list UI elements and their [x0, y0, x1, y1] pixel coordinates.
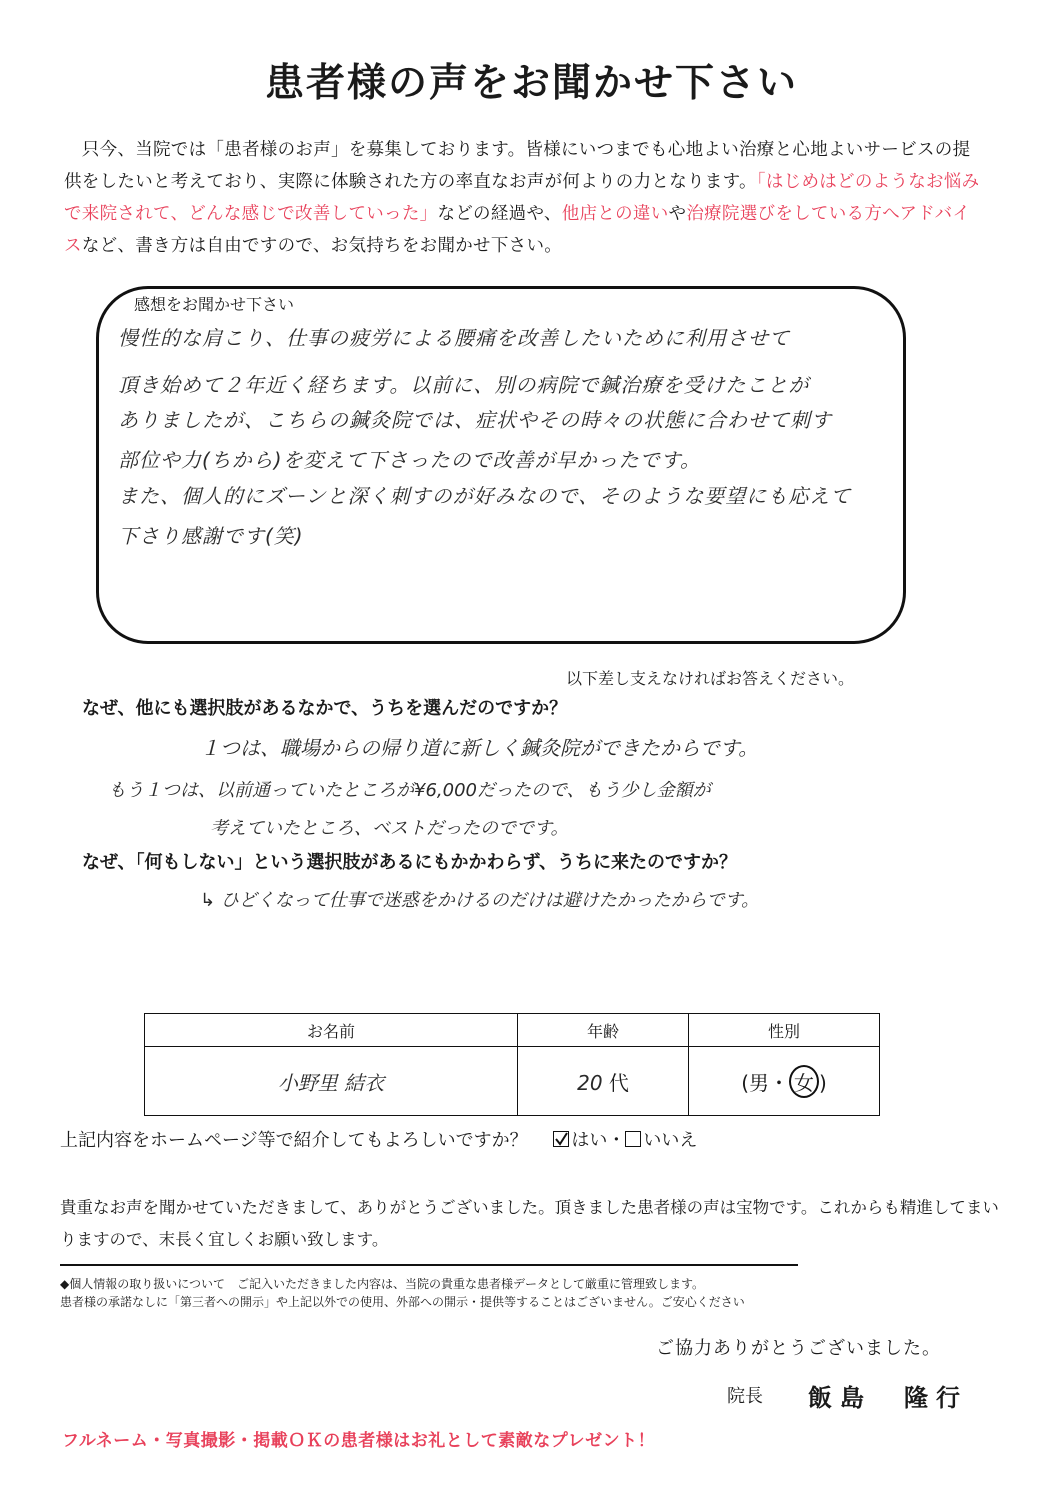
- name-value[interactable]: [145, 1047, 518, 1116]
- consent-no-label: いいえ: [643, 1130, 698, 1151]
- question-2: なぜ、「何もしない」という選択肢があるにもかかわらず、うちに来たのですか？: [82, 852, 738, 873]
- comment-line: 頂き始めて２年近く経ちます。以前に、別の病院で鍼治療を受けたことが: [118, 373, 810, 397]
- consent-separator: ・: [607, 1130, 626, 1151]
- question-1-answer-line: １つは、職場からの帰り道に新しく鍼灸院ができたからです。: [200, 736, 759, 760]
- page-title: 患者様の声をお聞かせ下さい: [264, 61, 798, 106]
- intro-text-1: 只今、当院では「患者様のお声」を募集しております。皆様にいつまでも心地よい治療と心地よいサービスの提供をしたいと考えており、実際に体験された方の率直なお声が何よりの力となります。: [64, 140, 971, 192]
- gender-separator: ・: [769, 1070, 789, 1095]
- name-handwritten: 小野里 結衣: [277, 1070, 385, 1095]
- checkbox-checked-icon[interactable]: [553, 1131, 569, 1147]
- age-handwritten: 20: [577, 1070, 603, 1095]
- consent-yes-option[interactable]: [553, 1130, 607, 1151]
- intro-text-2: などの経過や、: [437, 204, 562, 224]
- gender-header: 性別: [689, 1014, 880, 1047]
- question-1-answer-line: 考えていたところ、ベストだったのでです。: [210, 818, 569, 839]
- name-header: お名前: [145, 1014, 518, 1047]
- age-header: 年齢: [518, 1014, 689, 1047]
- gender-male[interactable]: 男: [749, 1070, 769, 1095]
- intro-highlight-1: 「はじめはどのようなお悩みで来院されて、どんな感じで改善していった」: [64, 172, 980, 224]
- director-name: 飯島 隆行: [808, 1384, 968, 1412]
- intro-paragraph: [64, 134, 984, 262]
- privacy-line: 患者様の承諾なしに「第三者への開示」や上記以外での使用、外部への開示・提供等することはございません。ご安心ください: [60, 1295, 745, 1309]
- privacy-line: ◆個人情報の取り扱いについて ご記入いただきました内容は、当院の貴重な患者様データとして厳重に管理致します。: [60, 1277, 705, 1291]
- question-1-answer-line: もう１つは、以前通っていたところが¥6,000だったので、もう少し金額が: [108, 780, 711, 801]
- gender-female-circled[interactable]: 女: [789, 1065, 819, 1098]
- consent-yes-label: はい: [571, 1130, 608, 1151]
- question-1: なぜ、他にも選択肢があるなかで、うちを選んだのですか？: [82, 698, 568, 719]
- consent-row: [60, 1126, 697, 1152]
- checkbox-empty-icon[interactable]: [625, 1131, 641, 1147]
- thank-you-message: 貴重なお声を聞かせていただきまして、ありがとうございました。頂きました患者様の声は宝物です。これからも精進してまいりますので、末長く宜しくお願い致します。: [60, 1198, 999, 1249]
- comment-box-label: 感想をお聞かせ下さい: [134, 295, 295, 314]
- comment-line: また、個人的にズーンと深く刺すのが好みなので、そのような要望にも応えて: [118, 484, 852, 508]
- age-value[interactable]: [518, 1047, 689, 1116]
- gender-value[interactable]: (男・ 女 ): [689, 1047, 880, 1116]
- intro-highlight-3: 治療院選びをしている方へアドバイス: [64, 204, 971, 256]
- intro-text-4: など、書き方は自由ですので、お気持ちをお聞かせ下さい。: [81, 236, 563, 256]
- privacy-notice: [60, 1275, 745, 1311]
- optional-answer-note: 以下差し支えなければお答えください。: [566, 669, 855, 688]
- consent-question: 上記内容をホームページ等で紹介してもよろしいですか？: [60, 1130, 528, 1151]
- comment-line: 下さり感謝です(笑): [118, 524, 304, 548]
- present-notice: フルネーム・写真撮影・掲載ＯＫの患者様はお礼として素敵なプレゼント！: [62, 1431, 656, 1451]
- comment-line: 慢性的な肩こり、仕事の疲労による腰痛を改善したいために利用させて: [118, 326, 790, 350]
- age-unit: 代: [608, 1070, 629, 1095]
- comment-line: 部位や力(ちから)を変えて下さったので改善が早かったです。: [118, 448, 702, 472]
- divider: [60, 1264, 798, 1266]
- question-2-answer: ↳ ひどくなって仕事で迷惑をかけるのだけは避けたかったからです。: [200, 890, 760, 911]
- intro-highlight-2: 他店との違い: [561, 204, 669, 224]
- comment-line: ありましたが、こちらの鍼灸院では、症状やその時々の状態に合わせて刺す: [118, 408, 832, 432]
- patient-info-table: [144, 1013, 880, 1116]
- director-title: 院長: [727, 1386, 763, 1407]
- intro-text-3: や: [668, 204, 687, 224]
- consent-no-option[interactable]: [625, 1130, 697, 1151]
- closing-message: ご協力ありがとうございました。: [656, 1338, 941, 1359]
